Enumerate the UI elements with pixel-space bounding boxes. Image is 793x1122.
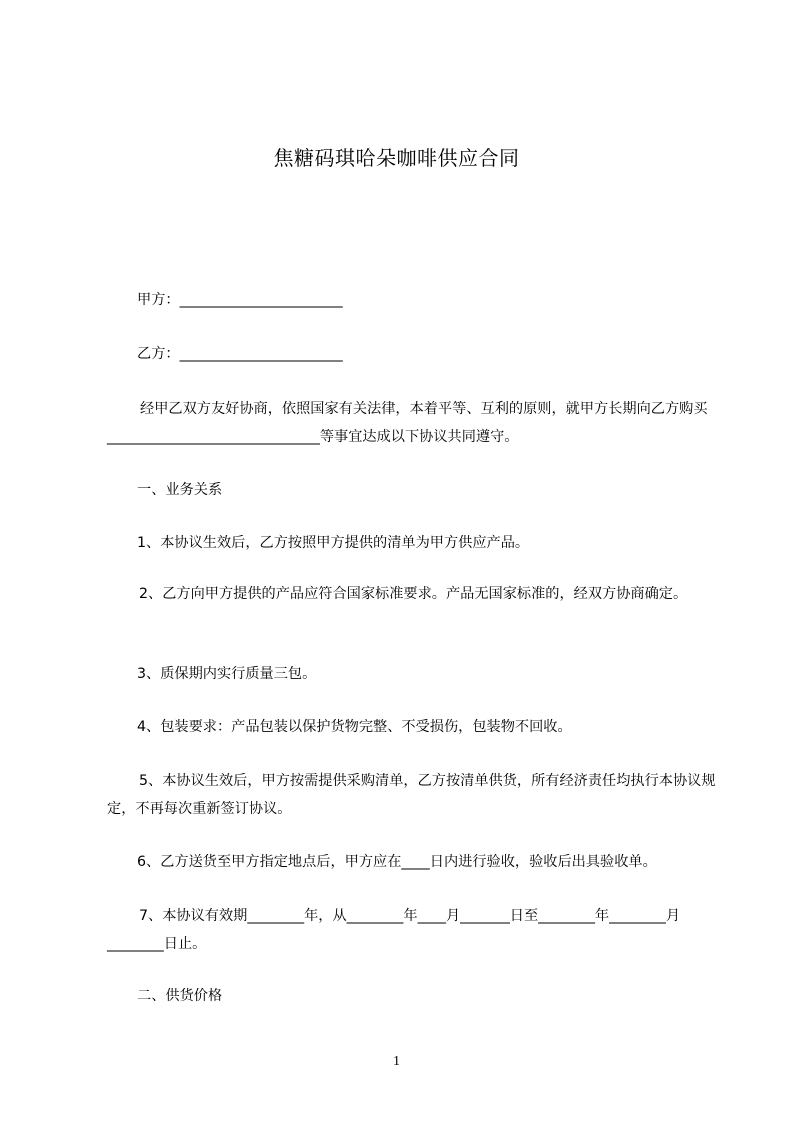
clause-1: 1、本协议生效后，乙方按照甲方提供的清单为甲方供应产品。 <box>137 535 530 551</box>
clause-2: 2、乙方向甲方提供的产品应符合国家标准要求。产品无国家标准的，经双方协商确定。 <box>139 586 688 602</box>
clause-5: 5、本协议生效后，甲方按需提供采购清单，乙方按清单供货，所有经济责任均执行本协议规定，不再每次重新签订协议。 <box>107 773 716 817</box>
party-b-line: 乙方：_______________________ <box>137 346 343 362</box>
clause-6: 6、乙方送货至甲方指定地点后，甲方应在____日内进行验收，验收后出具验收单。 <box>137 854 657 870</box>
document-title: 焦糖码琪哈朵咖啡供应合同 <box>273 146 520 170</box>
clause-3: 3、质保期内实行质量三包。 <box>137 666 317 682</box>
section-heading-business: 一、业务关系 <box>137 482 223 498</box>
section-heading-price: 二、供货价格 <box>137 988 223 1004</box>
page-number: 1 <box>393 1054 400 1069</box>
intro-paragraph: 经甲乙双方友好协商，依照国家有关法律，本着平等、互利的原则，就甲方长期向乙方购买______________________________等事宜达成以下协议共同遵守。 <box>107 401 708 445</box>
clause-4: 4、包装要求：产品包装以保护货物完整、不受损伤，包装物不回收。 <box>137 719 572 735</box>
party-a-line: 甲方：_______________________ <box>137 292 343 308</box>
clause-7: 7、本协议有效期________年，从________年____月_______日至________年________月________日止。 <box>107 908 681 952</box>
